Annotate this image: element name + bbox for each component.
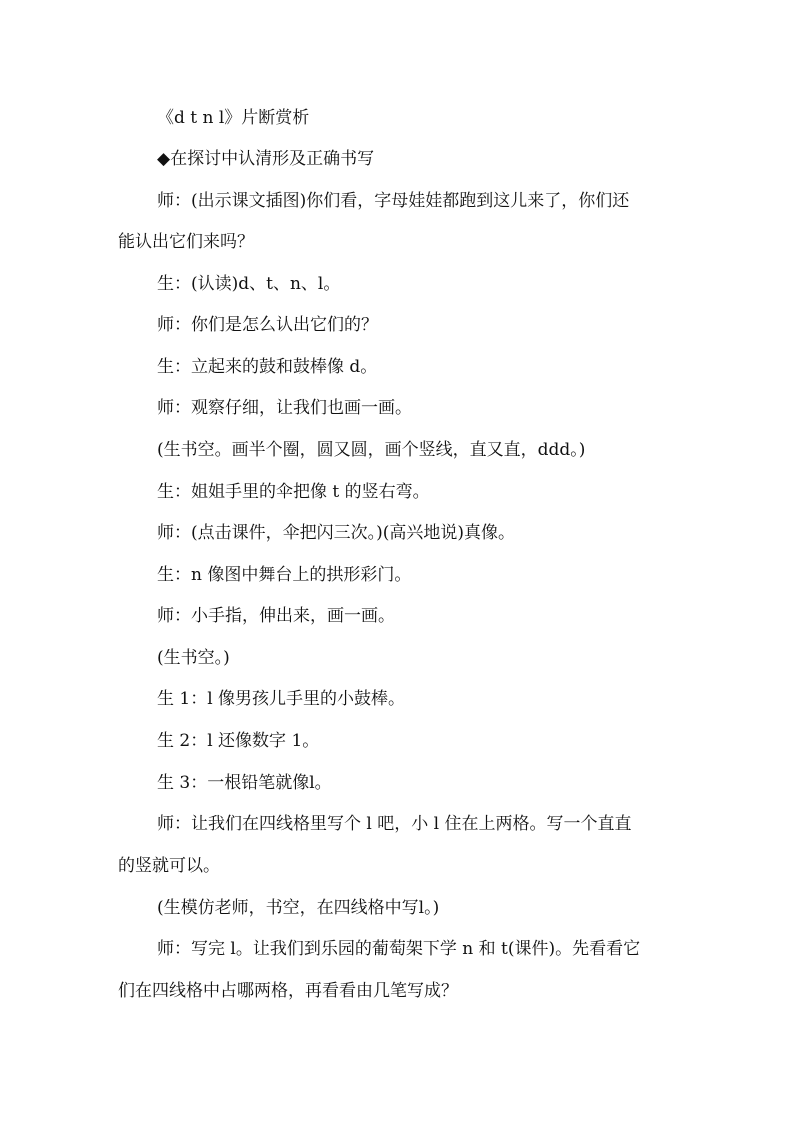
paragraph-line: 师：你们是怎么认出它们的？ (157, 315, 378, 335)
section-title: 《d t n l》片断赏析 (157, 108, 310, 128)
paragraph-line: 生：立起来的鼓和鼓棒像 d。 (157, 357, 378, 377)
paragraph-line: 师：(点击课件，伞把闪三次。)(高兴地说)真像。 (157, 523, 516, 543)
subsection-heading: ◆在探讨中认清形及正确书写 (157, 149, 375, 169)
paragraph-line: (生书空。) (157, 648, 230, 668)
paragraph-line: 师：(出示课文插图)你们看，字母娃娃都跑到这儿来了，你们还 (157, 191, 630, 211)
paragraph-line: 能认出它们来吗？ (118, 232, 254, 252)
paragraph-line: 师：观察仔细，让我们也画一画。 (157, 398, 412, 418)
paragraph-line: 师：小手指，伸出来，画一画。 (157, 606, 395, 626)
paragraph-line: 师：写完 l。让我们到乐园的葡萄架下学 n 和 t(课件)。先看看它 (157, 939, 641, 959)
paragraph-line: 生：姐姐手里的伞把像 t 的竖右弯。 (157, 482, 430, 502)
paragraph-line: 师：让我们在四线格里写个 l 吧，小 l 住在上两格。写一个直直 (157, 814, 632, 834)
paragraph-line: 生：(认读)d、t、n、l。 (157, 274, 341, 294)
paragraph-line: 生 2：l 还像数字 1。 (157, 731, 320, 751)
paragraph-line: 生：n 像图中舞台上的拱形彩门。 (157, 565, 412, 585)
paragraph-line: 们在四线格中占哪两格，再看看由几笔写成？ (118, 981, 458, 1001)
paragraph-line: 生 3：一根铅笔就像l。 (157, 773, 332, 793)
paragraph-line: (生书空。画半个圈，圆又圆，画个竖线，直又直，ddd。) (157, 440, 586, 460)
paragraph-line: (生模仿老师，书空，在四线格中写l。) (157, 898, 440, 918)
paragraph-line: 生 1：l 像男孩儿手里的小鼓棒。 (157, 689, 406, 709)
paragraph-line: 的竖就可以。 (118, 856, 220, 876)
